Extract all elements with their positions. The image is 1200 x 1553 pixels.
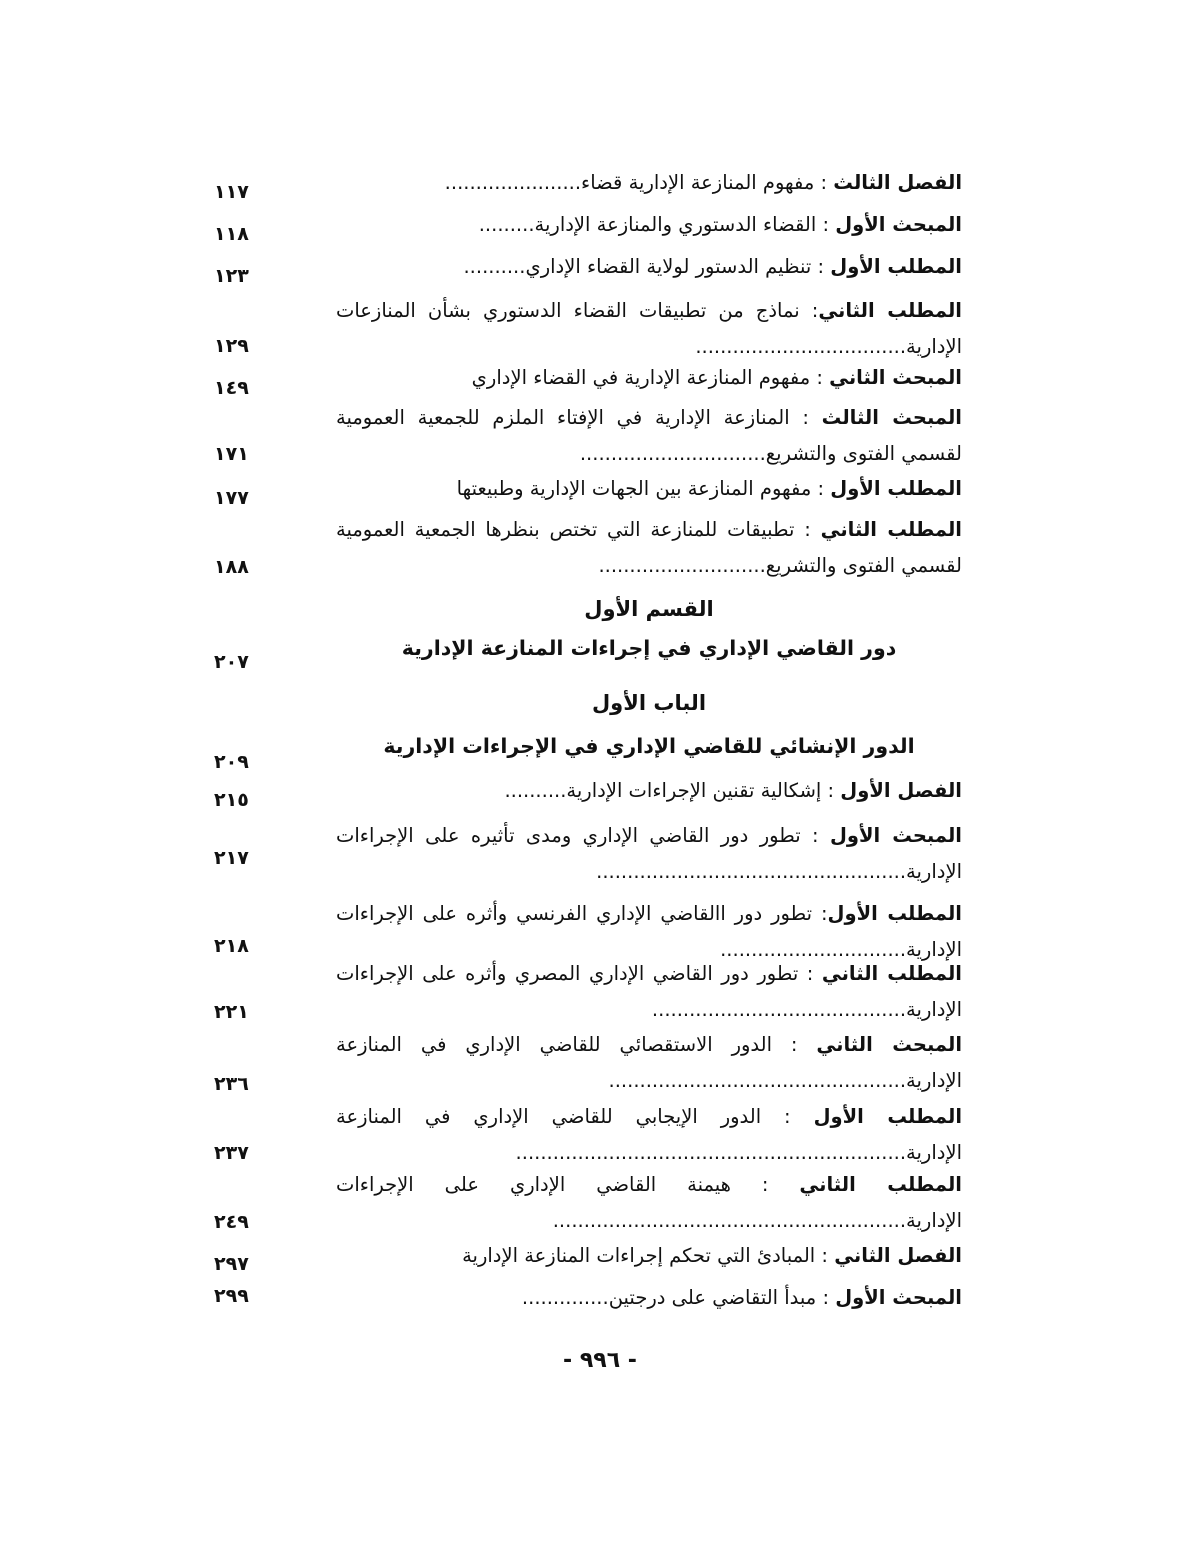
entry-page-number: ٢١٥ [214, 789, 249, 811]
entry-label: المبحث الأول [835, 213, 962, 236]
toc-entry [336, 512, 962, 584]
chapter-heading: الباب الأول [591, 691, 707, 715]
entry-page-number: ٢٤٩ [214, 1211, 249, 1233]
entry-page-number: ٢٣٧ [214, 1142, 249, 1164]
toc-entry [336, 818, 962, 890]
entry-page-number: ٢٣٦ [214, 1073, 249, 1095]
entry-page-number: ١١٨ [214, 223, 249, 245]
entry-label: المبحث الثالث [821, 406, 962, 429]
entry-label: المطلب الأول [830, 255, 962, 278]
entry-label: الفصل الأول [840, 779, 962, 802]
entry-page-number: ١٢٣ [214, 265, 249, 287]
entry-text: : المبادئ التي تحكم إجراءات المنازعة الإدارية [462, 1244, 835, 1267]
entry-text: : تطور دور القاضي الإداري ومدى تأثيره على الإجراءات الإدارية.................................................. [336, 824, 962, 883]
entry-page-number: ٢٢١ [214, 1001, 249, 1023]
page-number: - ٩٩٦ - [563, 1348, 637, 1373]
toc-entry [336, 956, 962, 1028]
toc-entry [336, 1099, 962, 1171]
entry-page-number: ٢٩٧ [214, 1253, 249, 1275]
entry-label: المطلب الأول [830, 477, 962, 500]
toc-entry [336, 1167, 962, 1239]
entry-page-number: ٢١٨ [214, 935, 249, 957]
section-page-number: ٢٠٧ [214, 651, 249, 673]
toc-entry [336, 773, 962, 809]
toc-entry [336, 1238, 962, 1274]
entry-label: الفصل الثاني [834, 1244, 962, 1267]
toc-entry [336, 293, 962, 365]
entry-label: الفصل الثالث [833, 171, 962, 194]
toc-entry [336, 249, 962, 285]
section-heading: القسم الأول [584, 597, 714, 621]
chapter-page-number: ٢٠٩ [214, 751, 249, 773]
entry-label: المبحث الثاني [829, 366, 962, 389]
entry-page-number: ١٧٧ [214, 487, 249, 509]
toc-entry [336, 207, 962, 243]
entry-text: : هيمنة القاضي الإداري على الإجراءات الإدارية......................................................... [336, 1173, 962, 1232]
entry-page-number: ١٢٩ [214, 335, 249, 357]
entry-page-number: ١٤٩ [214, 377, 249, 399]
entry-text: : مفهوم المنازعة الإدارية قضاء...................... [444, 171, 834, 194]
entry-label: المطلب الأول [827, 902, 962, 925]
entry-text: : إشكالية تقنين الإجراءات الإدارية.......... [504, 779, 841, 802]
toc-entry [336, 1027, 962, 1099]
entry-text: : تنظيم الدستور لولاية القضاء الإداري.......... [463, 255, 831, 278]
entry-text: : مفهوم المنازعة بين الجهات الإدارية وطبيعتها [456, 477, 831, 500]
entry-page-number: ١٨٨ [214, 556, 249, 578]
entry-page-number: ٢١٧ [214, 847, 249, 869]
entry-label: المطلب الثاني [821, 962, 962, 985]
toc-entry [336, 360, 962, 396]
chapter-title: الدور الإنشائي للقاضي الإداري في الإجراءات الإدارية [383, 734, 915, 758]
entry-page-number: ٢٩٩ [214, 1285, 249, 1307]
entry-label: المطلب الثاني [818, 299, 962, 322]
entry-label: المطلب الأول [813, 1105, 963, 1128]
entry-label: المطلب الثاني [820, 518, 962, 541]
entry-text: : الدور الاستقصائي للقاضي الإداري في المنازعة الإدارية................................................ [336, 1033, 962, 1092]
toc-entry [336, 400, 962, 472]
entry-page-number: ١١٧ [214, 181, 249, 203]
entry-page-number: ١٧١ [214, 443, 249, 465]
entry-text: : تطور دور القاضي الإداري المصري وأثره على الإجراءات الإدارية......................................... [336, 962, 962, 1021]
entry-text: : تطور دور االقاضي الإداري الفرنسي وأثره على الإجراءات الإدارية.............................. [336, 902, 962, 961]
entry-text: : القضاء الدستوري والمنازعة الإدارية......... [478, 213, 836, 236]
toc-entry [336, 471, 962, 507]
entry-text: : مفهوم المنازعة الإدارية في القضاء الإداري [471, 366, 830, 389]
entry-text: : نماذج من تطبيقات القضاء الدستوري بشأن المنازعات الإدارية.................................. [336, 299, 962, 358]
entry-text: : تطبيقات للمنازعة التي تختص بنظرها الجمعية العمومية لقسمي الفتوى والتشريع........................... [336, 518, 962, 577]
entry-label: المبحث الأول [830, 824, 962, 847]
entry-text: : المنازعة الإدارية في الإفتاء الملزم للجمعية العمومية لقسمي الفتوى والتشريع.............................. [336, 406, 962, 465]
section-title: دور القاضي الإداري في إجراءات المنازعة الإدارية [401, 636, 897, 660]
entry-label: المبحث الأول [835, 1286, 962, 1309]
entry-text: : مبدأ التقاضي على درجتين.............. [521, 1286, 836, 1309]
entry-label: المبحث الثاني [816, 1033, 962, 1056]
entry-label: المطلب الثاني [799, 1173, 962, 1196]
toc-entry [336, 1280, 962, 1316]
entry-text: : الدور الإيجابي للقاضي الإداري في المنازعة الإدارية............................................................... [336, 1105, 962, 1164]
toc-entry [336, 165, 962, 201]
